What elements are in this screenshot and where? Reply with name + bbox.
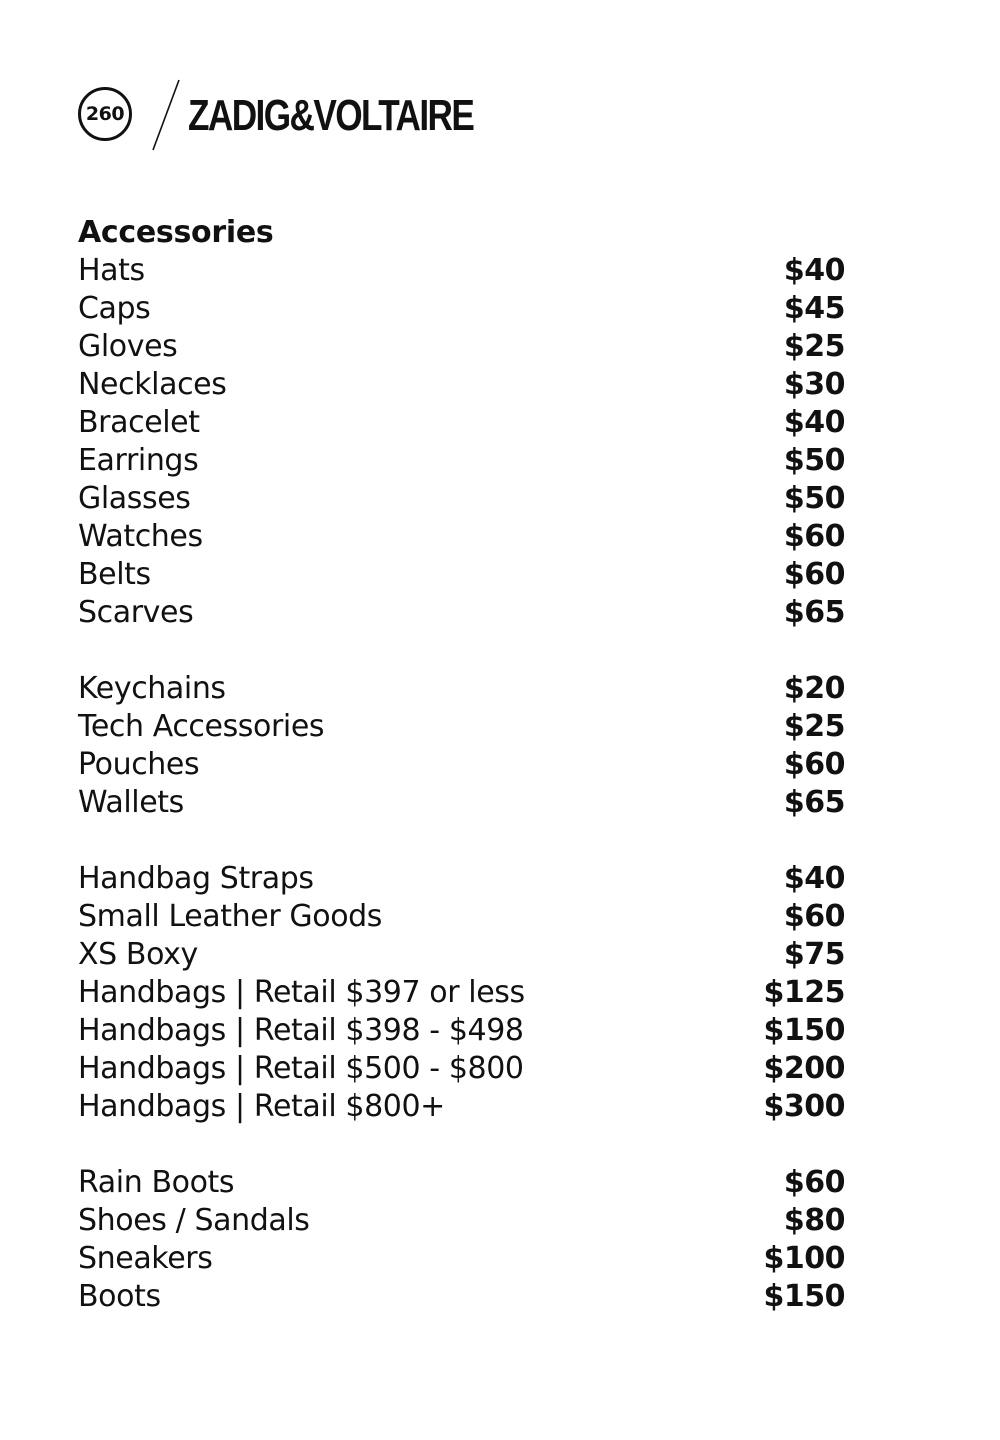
item-name: Handbags | Retail $397 or less <box>78 975 525 1010</box>
item-name: Handbags | Retail $500 - $800 <box>78 1051 524 1086</box>
item-name: Watches <box>78 519 203 554</box>
item-price: $60 <box>783 557 845 592</box>
item-name: Glasses <box>78 481 191 516</box>
item-name: Hats <box>78 253 145 288</box>
item-name: Handbags | Retail $800+ <box>78 1089 445 1124</box>
price-row <box>78 936 845 974</box>
brand-header <box>78 78 498 152</box>
price-group <box>78 1164 845 1316</box>
item-name: Pouches <box>78 747 200 782</box>
price-row <box>78 708 845 746</box>
slash-divider <box>151 78 181 152</box>
price-row <box>78 480 845 518</box>
item-name: Handbags | Retail $398 - $498 <box>78 1013 524 1048</box>
item-name: Shoes / Sandals <box>78 1203 310 1238</box>
item-name: Sneakers <box>78 1241 213 1276</box>
item-name: Small Leather Goods <box>78 899 383 934</box>
price-group <box>78 860 845 1126</box>
item-price: $200 <box>763 1051 845 1086</box>
item-price: $60 <box>783 1165 845 1200</box>
item-price: $65 <box>783 785 845 820</box>
item-name: Earrings <box>78 443 199 478</box>
item-name: Handbag Straps <box>78 861 314 896</box>
price-group <box>78 670 845 822</box>
price-row <box>78 1240 845 1278</box>
price-row <box>78 974 845 1012</box>
item-price: $50 <box>783 443 845 478</box>
price-row <box>78 1202 845 1240</box>
price-row <box>78 594 845 632</box>
item-price: $50 <box>783 481 845 516</box>
item-price: $40 <box>783 405 845 440</box>
brand-logo-text: ZADIG&VOLTAIRE <box>188 91 474 140</box>
price-row <box>78 556 845 594</box>
price-row <box>78 252 845 290</box>
price-group <box>78 252 845 632</box>
item-price: $60 <box>783 899 845 934</box>
price-row <box>78 404 845 442</box>
item-name: Necklaces <box>78 367 227 402</box>
item-price: $40 <box>783 861 845 896</box>
item-price: $25 <box>783 709 845 744</box>
price-row <box>78 328 845 366</box>
item-price: $125 <box>763 975 845 1010</box>
item-price: $100 <box>763 1241 845 1276</box>
item-name: Tech Accessories <box>78 709 325 744</box>
price-row <box>78 784 845 822</box>
price-list <box>78 214 845 1354</box>
price-row <box>78 860 845 898</box>
item-price: $300 <box>763 1089 845 1124</box>
price-row <box>78 1164 845 1202</box>
price-row <box>78 746 845 784</box>
price-sections <box>78 252 845 1316</box>
price-row <box>78 898 845 936</box>
item-name: Scarves <box>78 595 194 630</box>
price-row <box>78 442 845 480</box>
price-row <box>78 1012 845 1050</box>
item-name: Gloves <box>78 329 178 364</box>
item-name: XS Boxy <box>78 937 198 972</box>
price-row <box>78 518 845 556</box>
item-price: $60 <box>783 747 845 782</box>
item-name: Belts <box>78 557 151 592</box>
item-name: Bracelet <box>78 405 200 440</box>
price-row <box>78 290 845 328</box>
item-name: Rain Boots <box>78 1165 235 1200</box>
item-price: $150 <box>763 1013 845 1048</box>
price-row <box>78 1088 845 1126</box>
price-row <box>78 1278 845 1316</box>
item-price: $60 <box>783 519 845 554</box>
item-name: Keychains <box>78 671 226 706</box>
item-name: Caps <box>78 291 151 326</box>
price-row <box>78 366 845 404</box>
item-price: $30 <box>783 367 845 402</box>
item-price: $75 <box>783 937 845 972</box>
item-price: $65 <box>783 595 845 630</box>
item-price: $150 <box>763 1279 845 1314</box>
item-price: $80 <box>783 1203 845 1238</box>
item-price: $40 <box>783 253 845 288</box>
item-price: $45 <box>783 291 845 326</box>
item-name: Boots <box>78 1279 161 1314</box>
store-number-badge: 260 <box>78 87 132 141</box>
item-name: Wallets <box>78 785 184 820</box>
item-price: $25 <box>783 329 845 364</box>
item-price: $20 <box>783 671 845 706</box>
price-row <box>78 1050 845 1088</box>
price-row <box>78 670 845 708</box>
section-heading: Accessories <box>78 215 274 250</box>
